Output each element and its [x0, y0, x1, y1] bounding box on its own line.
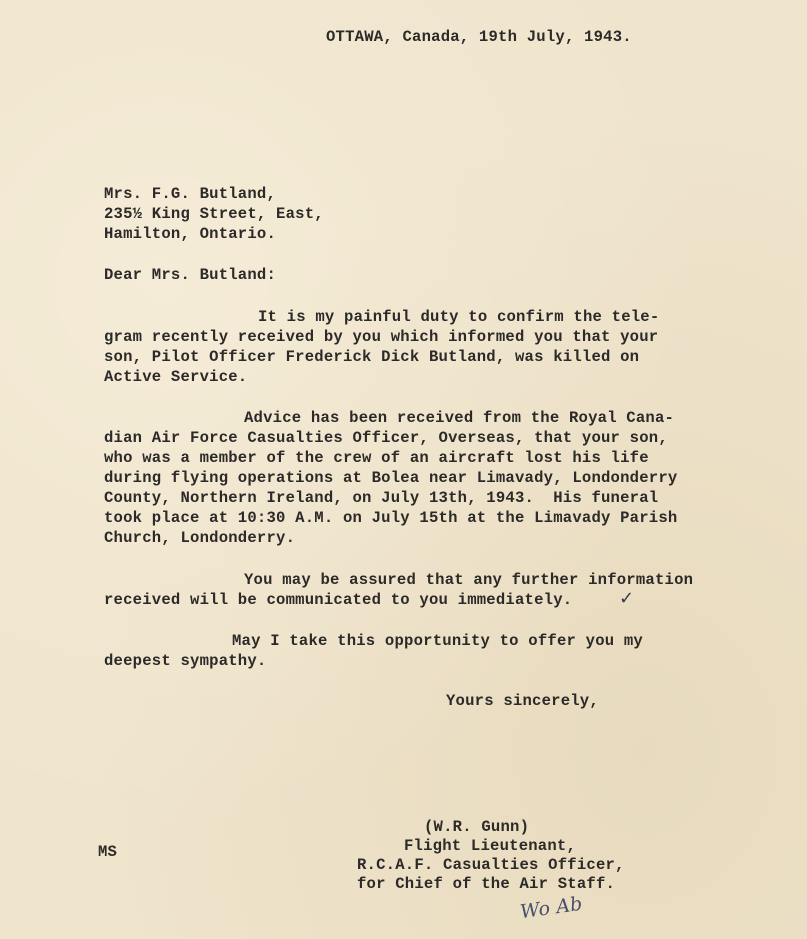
signature-name: (W.R. Gunn): [424, 818, 530, 836]
paragraph2-line: during flying operations at Bolea near Limavady, Londonderry: [104, 469, 678, 487]
paragraph2-line: Church, Londonderry.: [104, 529, 296, 547]
paragraph2-line: who was a member of the crew of an aircraft lost his life: [104, 449, 649, 467]
paragraph1-line: It is my painful duty to confirm the tele-: [258, 308, 660, 326]
paragraph2-line: Advice has been received from the Royal Cana-: [244, 409, 675, 427]
paragraph2-line: County, Northern Ireland, on July 13th, 1943. His funeral: [104, 489, 659, 507]
salutation: Dear Mrs. Butland:: [104, 266, 277, 284]
paragraph1-line: son, Pilot Officer Frederick Dick Butland, was killed on: [104, 348, 640, 366]
closing: Yours sincerely,: [446, 692, 599, 710]
signature-for: for Chief of the Air Staff.: [357, 875, 616, 893]
paragraph3-line: You may be assured that any further information: [244, 571, 694, 589]
paragraph2-line: dian Air Force Casualties Officer, Overseas, that your son,: [104, 429, 668, 447]
recipient-city: Hamilton, Ontario.: [104, 225, 277, 243]
typist-initials: MS: [98, 843, 118, 861]
recipient-street: 235½ King Street, East,: [104, 205, 324, 223]
paragraph1-line: Active Service.: [104, 368, 248, 386]
paragraph4-line: deepest sympathy.: [104, 652, 267, 670]
paragraph3-line: received will be communicated to you immediately.: [104, 591, 573, 609]
paragraph4-line: May I take this opportunity to offer you my: [232, 632, 643, 650]
check-mark-icon: ✓: [619, 588, 635, 609]
dateline: OTTAWA, Canada, 19th July, 1943.: [326, 28, 632, 46]
signature-rank: Flight Lieutenant,: [404, 837, 577, 855]
paragraph2-line: took place at 10:30 A.M. on July 15th at the Limavady Parish: [104, 509, 678, 527]
handwritten-note: Wo Ab: [518, 892, 584, 924]
recipient-name: Mrs. F.G. Butland,: [104, 185, 277, 203]
paragraph1-line: gram recently received by you which informed you that your: [104, 328, 659, 346]
signature-title: R.C.A.F. Casualties Officer,: [357, 856, 625, 874]
